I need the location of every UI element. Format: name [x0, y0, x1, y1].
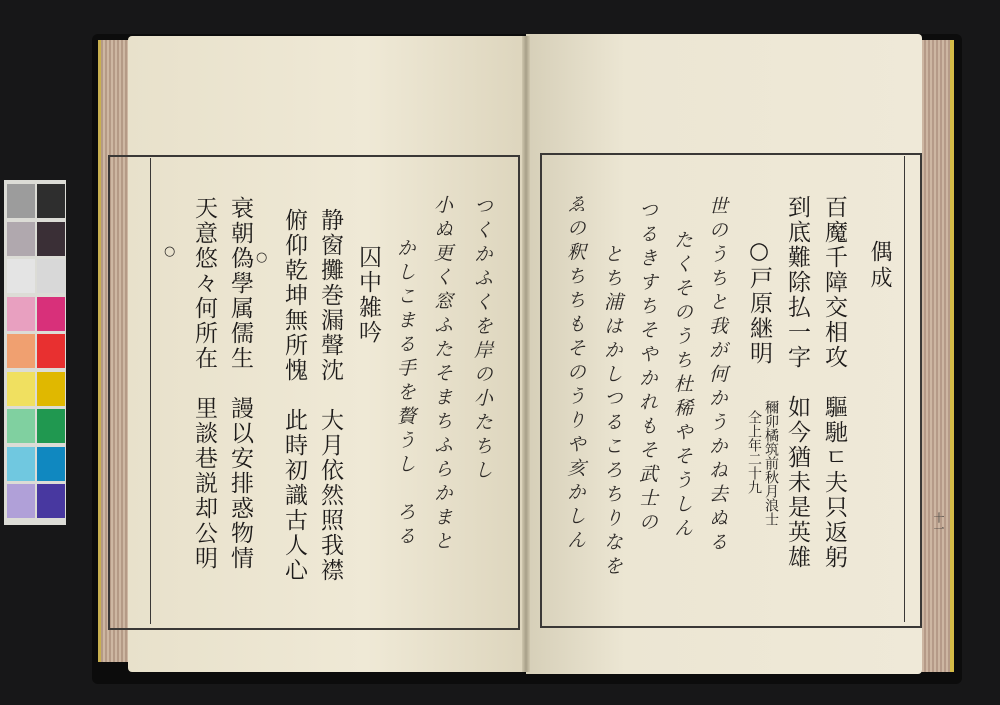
waka-line-1: 世のうちと我が何かうかね去ぬる [706, 196, 728, 556]
waka-line-4: とち浦はかしつるころちりなを [601, 244, 623, 580]
color-swatch [7, 222, 35, 256]
poem2-line2: 俯仰乾坤無所愧 此時初識古人心 [281, 208, 307, 583]
waka-line-3: つるきすちそやかれもそ武士の [636, 200, 658, 536]
end-circle: ○ [164, 244, 176, 259]
color-swatch [7, 259, 35, 293]
right-frame-inner-rule [904, 156, 905, 622]
left-waka-line-3: かしこまる手を贅うし ろる [394, 238, 416, 550]
color-swatch [37, 409, 65, 443]
waka-line-2: たくそのうち杜稀やそうしん [671, 230, 693, 542]
color-swatch [7, 484, 35, 518]
color-swatch [37, 297, 65, 331]
color-swatch [7, 184, 35, 218]
color-swatch [7, 447, 35, 481]
color-swatch [37, 259, 65, 293]
color-swatch [7, 334, 35, 368]
book-gutter [522, 36, 530, 672]
color-swatch [37, 484, 65, 518]
right-page-stack [918, 40, 954, 672]
color-swatch [7, 409, 35, 443]
waka-line-5: ゑの釈ちちもそのうりや亥かしん [564, 194, 586, 554]
color-swatch [7, 297, 35, 331]
color-swatch [7, 372, 35, 406]
poem2-line1: 静窗攤巻漏聲沈 大月依然照我襟 [317, 208, 343, 583]
folio-number: 十一 [932, 512, 945, 534]
left-waka-line-2: 小ぬ更く窓ふたそまちふらかまと [431, 195, 453, 555]
left-frame-inner-rule [150, 158, 151, 624]
color-swatch [37, 184, 65, 218]
section-title: 囚中雑吟 [355, 245, 381, 345]
color-swatch [37, 222, 65, 256]
right-page-frame [540, 153, 922, 628]
poem1-line2: 到底難除払一字 如今猶未是英雄 [784, 195, 810, 570]
left-page-frame [108, 155, 520, 630]
poem3-line1: 衰朝偽學属儒生 謾以安排惑物情 [227, 196, 253, 571]
section-circle: ○ [256, 250, 268, 265]
author-name: ○戸原継明 [746, 238, 772, 366]
author-note-1: 穪卯橘筑前秋月浪士 [763, 400, 779, 526]
poem-title: 偶成 [867, 240, 892, 292]
color-swatch [37, 372, 65, 406]
poem1-line1: 百魔千障交相攻 驅馳ㄷ夫只返躬 [821, 195, 847, 570]
left-waka-line-1: つくかふくを岸の小たちし [471, 196, 493, 484]
color-swatch [37, 447, 65, 481]
author-note-2: 仝上年二十九 [746, 410, 762, 494]
color-calibration-card [4, 180, 66, 525]
poem3-line2: 天意悠々何所在 里談巷説却公明 [191, 196, 217, 571]
color-swatch [37, 334, 65, 368]
